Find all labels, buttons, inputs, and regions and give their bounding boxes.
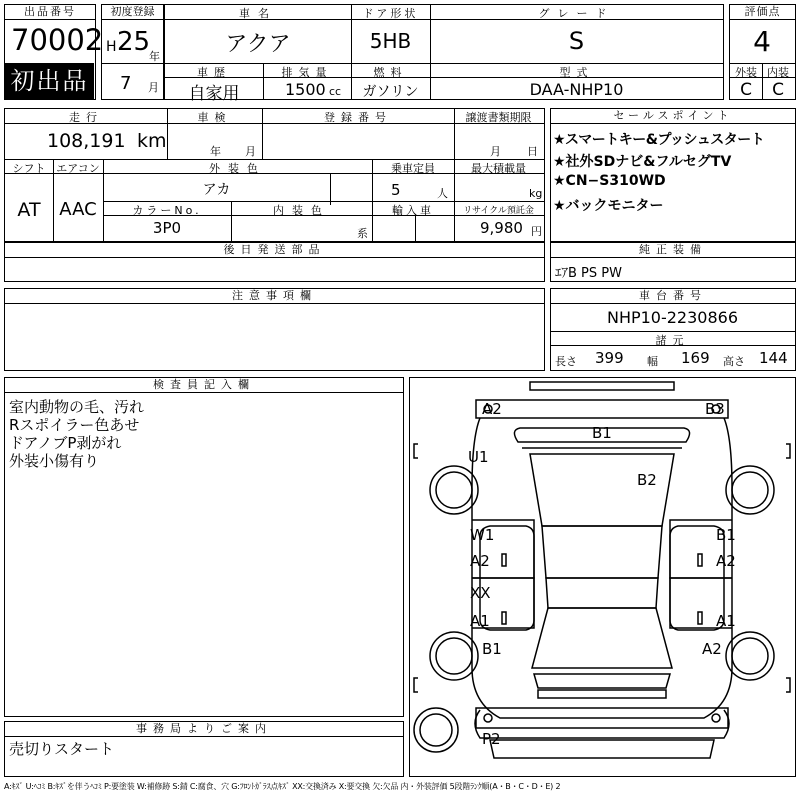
capacity-label: 乗車定員 — [391, 162, 435, 175]
damage-a2-front-left: A2 — [482, 400, 502, 418]
mileage-label: 走行 — [69, 111, 103, 124]
length-label: 長さ — [555, 355, 577, 368]
score-value: 4 — [753, 25, 771, 58]
color-no-label: カラーNo. — [132, 204, 202, 217]
damage-a2-right-front-door: A2 — [716, 552, 736, 570]
door-label: ドア形状 — [362, 7, 419, 20]
chassis-label: 車台番号 — [551, 289, 795, 304]
sales-point-3: ★CN−S310WD — [553, 173, 666, 189]
notes-label: 注意事項欄 — [5, 289, 544, 304]
damage-a1-right-rear-door: A1 — [716, 612, 736, 630]
mileage-unit: km — [137, 130, 167, 152]
reg-month-unit: 月 — [148, 81, 159, 94]
inspector-label: 検査員記入欄 — [5, 378, 403, 393]
damage-b1-rear-left: B1 — [482, 640, 502, 658]
grade-value: S — [568, 27, 585, 55]
interior-color-unit: 系 — [357, 227, 368, 240]
ac-value: AAC — [59, 199, 97, 220]
color-no-value: 3P0 — [152, 219, 182, 237]
history-label: 車歴 — [197, 66, 231, 79]
sales-points-label: セールスポイント — [551, 109, 795, 124]
inspection-month-unit: 月 — [245, 145, 256, 158]
name-label: 車名 — [239, 7, 277, 20]
sales-point-4: ★バックモニター — [553, 198, 664, 214]
lot-number-box — [4, 4, 104, 100]
exterior-label: 外装 — [735, 66, 757, 79]
lot-label: 出品番号 — [5, 5, 95, 20]
office-box — [4, 721, 404, 777]
grade-label: グレード — [538, 7, 615, 20]
legend-text: A:ｷｽﾞ U:ﾍｺﾐ B:ｷｽﾞを伴うﾍｺﾐ P:要塗装 W:補修跡 S:錆 C:腐食、穴 G:ﾌﾛﾝﾄｶﾞﾗｽ点ｷｽﾞ XX:交換済み X:要交換 欠:欠品 内・外装評価 5段階ﾗﾝｸ順(A・B・C・D・E) 2 — [4, 782, 561, 791]
damage-b2-roof: B2 — [637, 471, 657, 489]
fuel-value: ガソリン — [362, 84, 419, 100]
mileage-value: 108,191 — [47, 130, 126, 152]
inspector-line-4: 外装小傷有り — [9, 452, 100, 470]
standard-equipment-label: 純正装備 — [551, 243, 795, 258]
model-label: 型式 — [559, 66, 594, 79]
later-parts-box — [4, 242, 545, 282]
inspection-label: 車検 — [197, 111, 232, 124]
inspector-line-3: ドアノブP剥がれ — [9, 434, 122, 452]
reg-era: H — [106, 39, 117, 55]
damage-diagram — [409, 377, 796, 777]
exterior-color-label: 外装色 — [209, 162, 266, 175]
length-value: 399 — [595, 349, 624, 367]
plate-label: 登録番号 — [324, 111, 392, 124]
score-box — [729, 4, 796, 100]
dims-label: 諸元 — [655, 334, 690, 347]
exterior-grade: C — [740, 80, 752, 100]
damage-w1-left-front-door: W1 — [470, 526, 495, 544]
reg-year-unit: 年 — [149, 50, 160, 63]
shift-label: シフト — [12, 162, 46, 175]
damage-u1-left-fender: U1 — [468, 448, 489, 466]
damage-b1-hood: B1 — [592, 424, 612, 442]
vehicle-header-box — [164, 4, 724, 104]
interior-color-label: 内装色 — [273, 204, 330, 217]
first-registration-box — [101, 4, 164, 100]
displacement-label: 排気量 — [281, 66, 333, 79]
import-label: 輸入車 — [392, 204, 434, 217]
history-value: 自家用 — [188, 84, 240, 104]
damage-a2-left-front-door: A2 — [470, 552, 490, 570]
damage-b1-right-front-door: B1 — [716, 526, 736, 544]
shift-value: AT — [17, 199, 41, 221]
sales-points-box — [550, 108, 796, 242]
interior-label: 内装 — [767, 66, 789, 79]
sales-point-1: ★スマートキー&プッシュスタート — [553, 132, 765, 148]
reg-label: 初度登録 — [102, 5, 163, 20]
reg-month: 7 — [120, 73, 132, 94]
details-box — [4, 108, 545, 242]
recycle-unit: 円 — [531, 225, 542, 238]
displacement-value: 1500 — [285, 80, 326, 99]
name-value: アクア — [225, 32, 291, 57]
damage-p2-rear-bumper: P2 — [482, 730, 501, 748]
capacity-unit: 人 — [437, 187, 448, 200]
height-value: 144 — [759, 349, 788, 367]
lot-number: 70002 — [11, 23, 104, 57]
inspector-box — [4, 377, 404, 717]
displacement-unit: cc — [329, 85, 342, 98]
transfer-month-unit: 月 — [490, 145, 501, 158]
damage-b3-front-right: B3 — [705, 400, 725, 418]
office-text: 売切りスタート — [9, 740, 115, 758]
damage-a2-rear-right: A2 — [702, 640, 722, 658]
fuel-label: 燃料 — [373, 66, 408, 79]
chassis-box — [550, 288, 796, 371]
later-parts-label: 後日発送部品 — [5, 243, 544, 258]
exterior-color-value: アカ — [202, 182, 231, 198]
standard-equipment-box — [550, 242, 796, 282]
recycle-value: 9,980 — [480, 219, 523, 237]
inspector-line-2: Rスポイラー色あせ — [9, 416, 140, 434]
height-label: 高さ — [723, 355, 745, 368]
sales-point-2: ★社外SDナビ&フルセグTV — [553, 154, 732, 170]
score-label: 評価点 — [730, 5, 795, 20]
reg-year: 25 — [117, 27, 151, 57]
door-value: 5HB — [369, 29, 412, 53]
width-value: 169 — [681, 349, 710, 367]
office-label: 事務局よりご案内 — [5, 722, 403, 737]
capacity-value: 5 — [391, 181, 401, 199]
standard-equipment-value: ｴｱB PS PW — [555, 266, 622, 281]
first-listing-badge: 初出品 — [5, 63, 94, 99]
ac-label: エアコン — [56, 162, 100, 175]
load-label: 最大積載量 — [471, 162, 526, 175]
chassis-value: NHP10-2230866 — [606, 308, 739, 327]
notes-box — [4, 288, 545, 371]
load-unit: kg — [529, 187, 543, 200]
width-label: 幅 — [647, 355, 658, 368]
inspection-year-unit: 年 — [210, 145, 221, 158]
interior-grade: C — [772, 80, 784, 100]
transfer-day-label: 日 — [527, 145, 538, 158]
transfer-label: 譲渡書類期限 — [465, 111, 532, 124]
inspector-line-1: 室内動物の毛、汚れ — [9, 398, 145, 416]
damage-xx-left-rear-door: XX — [470, 584, 491, 602]
model-value: DAA-NHP10 — [529, 80, 624, 99]
damage-a1-left-rear-door: A1 — [470, 612, 490, 630]
recycle-label: リサイクル預託金 — [463, 206, 534, 216]
